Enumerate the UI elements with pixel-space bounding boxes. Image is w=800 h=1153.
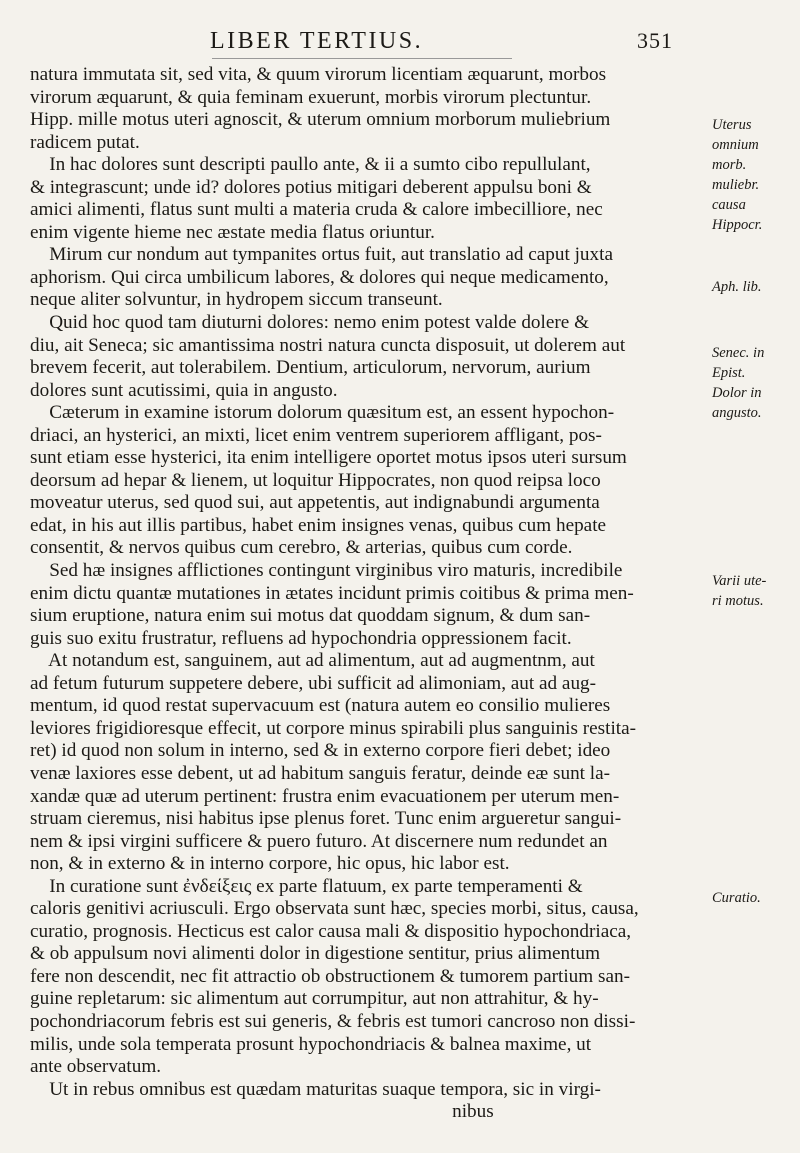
margin-note-line: muliebr. — [712, 177, 760, 193]
text-line: fere non descendit, nec fit attractio ob obstructionem & tumorem partium san- — [30, 965, 630, 987]
text-line: neque aliter solvuntur, in hydropem siccum transeunt. — [30, 289, 443, 311]
text-line: milis, unde sola temperata prosunt hypochondriacis & balnea maxime, ut — [30, 1033, 592, 1055]
text-line: ante observatum. — [30, 1056, 162, 1078]
text-line: amici alimenti, flatus sunt multi a materia cruda & calore imbecilliore, nec — [30, 199, 603, 221]
text-line: ret) id quod non solum in interno, sed & in externo corpore fieri debet; ideo — [30, 740, 611, 762]
text-line: moveatur uterus, sed quod sui, aut appetentis, aut indignabundi argumenta — [30, 492, 600, 514]
text-line: diu, ait Seneca; sic amantissima nostri natura cuncta disposuit, ut dolerem aut — [30, 334, 626, 356]
text-line: deorsum ad hepar & lienem, ut loquitur Hippocrates, non quod reipsa loco — [30, 469, 601, 491]
text-line: venæ laxiores esse debent, ut ad habitum sanguis feratur, deinde eæ sunt la- — [30, 762, 611, 784]
text-line: curatio, prognosis. Hecticus est calor causa mali & dispositio hypochondriaca, — [30, 920, 632, 942]
text-line: aphorism. Qui circa umbilicum labores, & dolores qui neque medicamento, — [30, 266, 609, 288]
margin-note-uterus — [712, 115, 800, 235]
margin-note-line: causa — [712, 197, 746, 213]
text-line: sunt etiam esse hysterici, ita enim intelligere oportet motus ipsos uteri sursum — [30, 447, 627, 469]
text-line: sium eruptione, natura enim sui motus dat quoddam signum, & dum san- — [30, 605, 591, 627]
margin-note-line: Hippocr. — [712, 217, 763, 233]
text-line: & integrascunt; unde id? dolores potius mitigari deberent appulsu boni & — [30, 176, 592, 198]
body-text — [30, 64, 704, 1124]
text-line: guis suo exitu frustratur, refluens ad hypochondria oppressionem facit. — [30, 627, 572, 649]
margin-note-seneca — [712, 343, 800, 423]
margin-note-uteri-motus — [712, 571, 800, 611]
margin-note-line: omnium — [712, 137, 759, 153]
running-head: LIBER TERTIUS. — [210, 28, 424, 54]
text-line: In hac dolores sunt descripti paullo ante, & ii a sumto cibo repullulant, — [30, 154, 591, 176]
text-line: Sed hæ insignes afflictiones contingunt virginibus viro maturis, incredibile — [30, 560, 623, 582]
margin-note-line: Senec. in — [712, 345, 765, 361]
text-line: dolores sunt acutissimi, quia in angusto. — [30, 379, 338, 401]
text-line: struam cieremus, nisi habitus ipse plenus foret. Tunc enim argueretur sangui- — [30, 808, 622, 830]
text-line: caloris genitivi acriusculi. Ergo observata sunt hæc, species morbi, situs, causa, — [30, 898, 639, 920]
text-line: ad fetum futurum suppetere debere, ubi sufficit ad alimoniam, aut ad aug- — [30, 672, 597, 694]
text-line: pochondriacorum febris est sui generis, & febris est tumori cancroso non dissi- — [30, 1010, 636, 1032]
text-line: enim vigente hieme nec æstate media flatus oriuntur. — [30, 221, 435, 243]
text-line: Ut in rebus omnibus est quædam maturitas suaque tempora, sic in virgi- — [30, 1078, 601, 1100]
margin-note-line: angusto. — [712, 405, 762, 421]
margin-note-line: Epist. — [712, 365, 746, 381]
text-line: Quid hoc quod tam diuturni dolores: nemo enim potest valde dolere & — [30, 312, 589, 334]
text-line: mentum, id quod restat supervacuum est (natura autem eo consilio mulieres — [30, 695, 611, 717]
margin-note-line: Varii ute- — [712, 573, 767, 589]
text-line: Hipp. mille motus uteri agnoscit, & uterum omnium morborum muliebrium — [30, 109, 611, 131]
text-line: enim dictu quantæ mutationes in ætates incidunt primis coitibus & prima men- — [30, 582, 634, 604]
text-line: brevem fecerit, aut tolerabilem. Dentium, articulorum, nervorum, aurium — [30, 357, 591, 379]
text-line: non, & in externo & in interno corpore, hic opus, hic labor est. — [30, 853, 510, 875]
margin-note-curatio — [712, 888, 800, 908]
text-line: In curatione sunt ἐνδείξεις ex parte flatuum, ex parte temperamenti & — [30, 875, 583, 897]
text-line: edat, in his aut illis partibus, habet enim insignes venas, quibus cum hepate — [30, 514, 607, 536]
text-line: Cæterum in examine istorum dolorum quæsitum est, an essent hypochon- — [30, 402, 615, 424]
margin-note-line: ri motus. — [712, 593, 764, 609]
text-line: consentit, & nervos quibus cum cerebro, & arterias, quibus cum corde. — [30, 537, 573, 559]
text-line: At notandum est, sanguinem, aut ad alimentum, aut ad augmentnm, aut — [30, 650, 595, 672]
margin-note-line: Uterus — [712, 117, 752, 133]
text-line: driaci, an hysterici, an mixti, licet enim ventrem superiorem affligant, pos- — [30, 424, 602, 446]
text-line: virorum æquarunt, & quia feminam exuerunt, morbis virorum plectuntur. — [30, 86, 592, 108]
margin-note-line: Curatio. — [712, 890, 761, 906]
text-line: guine repletarum: sic alimentum aut corrumpitur, aut non attrahitur, & hy- — [30, 988, 599, 1010]
margin-note-line: Dolor in — [712, 385, 762, 401]
text-line: & ob appulsum novi alimenti dolor in digestione sentitur, prius alimentum — [30, 943, 600, 965]
text-line: Mirum cur nondum aut tympanites ortus fuit, aut translatio ad caput juxta — [30, 244, 613, 266]
margin-note-line: Aph. lib. — [712, 279, 762, 295]
text-line: nibus — [30, 1101, 494, 1123]
header-rule — [212, 58, 512, 59]
margin-note-line: morb. — [712, 157, 747, 173]
page-number: 351 — [637, 28, 673, 53]
text-line: radicem putat. — [30, 131, 140, 153]
text-line: leviores frigidioresque effecit, ut corpore minus spirabili plus sanguinis restita- — [30, 717, 637, 739]
text-line: nem & ipsi virgini sufficere & puero futuro. At discernere num redundet an — [30, 830, 608, 852]
text-line: xandæ quæ ad uterum pertinent: frustra enim evacuationem per uterum men- — [30, 785, 620, 807]
text-line: natura immutata sit, sed vita, & quum virorum licentiam æquarunt, morbos — [30, 64, 607, 85]
margin-note-aph — [712, 277, 800, 297]
